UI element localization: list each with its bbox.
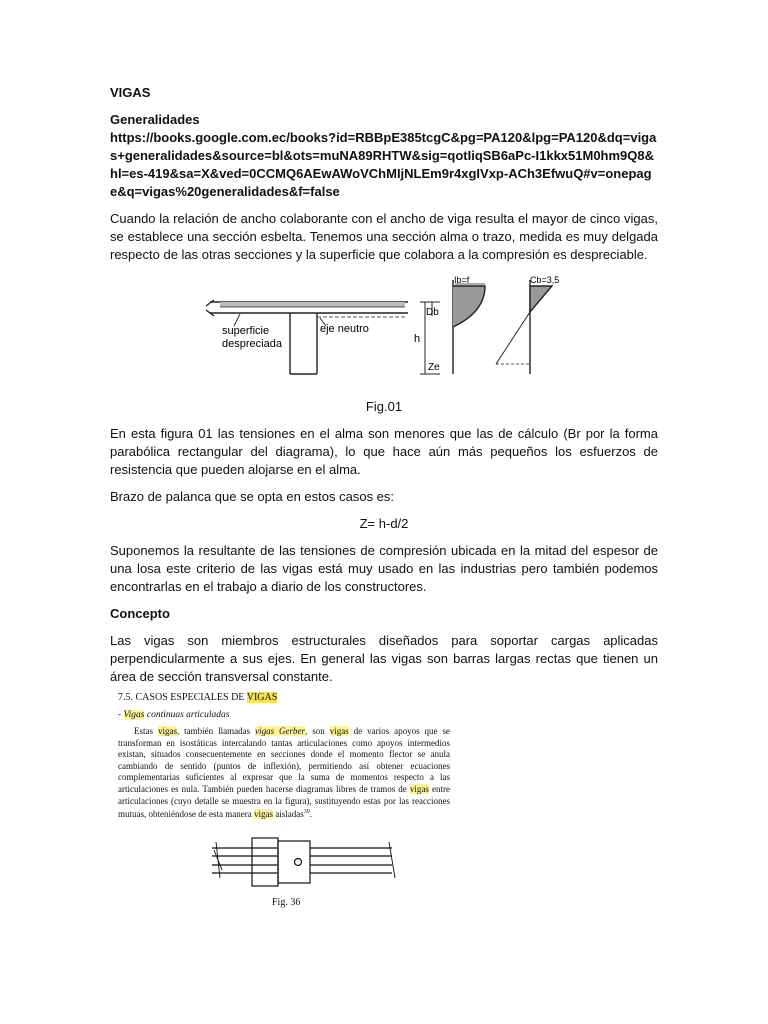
paragraph-1: Cuando la relación de ancho colaborante con el ancho de viga resulta el mayor de cinco vigas, se establece una sección esbelta. Tenemos una sección alma o trazo, medida es muy delgada respecto de las otras secciones y la superficie que colabora a la compresión es despreciable. [110, 211, 658, 262]
fig-label-b2: Cb=3,5 [530, 275, 560, 285]
scanned-book-excerpt [118, 692, 450, 821]
highlight-vigas: VIGAS [246, 692, 278, 703]
section-heading-generalidades: Generalidades [110, 112, 200, 127]
paragraph-3: Brazo de palanca que se opta en estos casos es: [110, 489, 395, 504]
excerpt-body: Estas vigas, también llamadas vigas Gerber, son vigas de varios apoyos que se transforman en isostáticas intercalando tantas articulaciones como apoyos intermedios existan, situados consecuentemente en secciones donde el momento flector se anula cambiando de sentido (puntos de inflexión), permitiendo así obtener ecuaciones complementarias suficientes al expresar que la suma de momentos respecto a las articulaciones es nula. También pueden hacerse diagramas libres de tramos de vigas entre articulaciones (cuyo detalle se muestra en la figura), sustituyendo estas por las reacciones mutuas, obteniéndose de esta manera vigas aisladas$^{39}$. [118, 726, 450, 820]
paragraph-5: Las vigas son miembros estructurales diseñados para soportar cargas aplicadas perpendicularmente a sus ejes. En general las vigas son barras largas rectas que tienen un área de sección transversal constante. [110, 633, 658, 684]
fig-label-superficie: superficie [222, 325, 270, 337]
figure-36-caption: Fig. 36 [272, 897, 301, 908]
fig-label-b1: Ib=f [454, 275, 470, 285]
fig-label-h: h [414, 333, 421, 345]
highlight-vigas: vigas [409, 783, 429, 794]
fig-label-db: Db [426, 307, 439, 318]
figure-36-diagram [212, 832, 412, 892]
highlight-vigas: Vigas [123, 710, 145, 720]
figure-01-caption: Fig.01 [365, 399, 403, 414]
excerpt-subheading: - Vigas continuas articuladas [118, 710, 230, 720]
highlight-vigas: vigas [253, 809, 273, 820]
formula: Z= h-d/2 [359, 516, 409, 531]
highlight-vigas: vigas [329, 726, 349, 736]
fig-label-ze: Ze [428, 362, 440, 373]
excerpt-heading: 7.5. CASOS ESPECIALES DE VIGAS [118, 692, 278, 703]
paragraph-2: En esta figura 01 las tensiones en el alma son menores que las de cálculo (Br por la forma parabólica rectangular del diagrama), lo que hace aún más pequeños los esfuerzos de resistencia que pueden alojarse en el alma. [110, 426, 658, 477]
reference-link[interactable]: https://books.google.com.ec/books?id=RBBpE385tcgC&pg=PA120&lpg=PA120&dq=vigas+generalidades&source=bl&ots=muNA89RHTW&sig=qotIiqSB6aPc-I1kkx51M0hm9Q8&hl=es-419&sa=X&ved=0CCMQ6AEwAWoVChMIjNLEm9r4xgIVxp-ACh3EfwuQ#v=onepage&q=vigas%20generalidades&f=false [110, 130, 657, 199]
fig-label-eje-neutro: eje neutro [320, 323, 369, 335]
paragraph-4: Suponemos la resultante de las tensiones de compresión ubicada en la mitad del espesor de una losa este criterio de las vigas está muy usado en las industrias pero también podemos encontrarlas en el trabajo a diario de los constructores. [110, 543, 658, 594]
doc-title: VIGAS [110, 85, 151, 100]
section-heading-concepto: Concepto [110, 606, 170, 621]
figure-01-diagram [200, 272, 580, 384]
highlight-vigas: vigas [157, 726, 177, 736]
highlight-vigas-gerber: vigas Gerber [255, 726, 306, 736]
fig-label-despreciada: despreciada [222, 338, 282, 350]
